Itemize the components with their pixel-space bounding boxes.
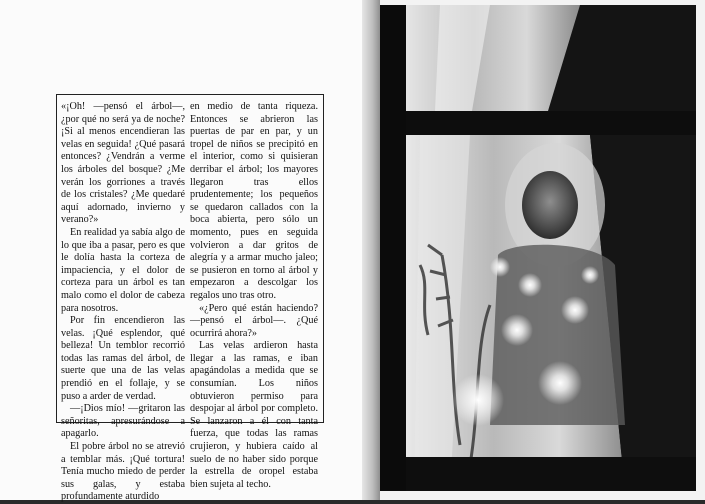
paragraph: El pobre árbol no se atrevió a temblar más. ¡Qué tortura! Tenía mucho miedo de perder sus galas, y estaba profundamente aturdido (61, 441, 185, 503)
candle-glow (538, 361, 582, 405)
book-gutter (362, 0, 380, 500)
paragraph: Las velas ardieron hasta llegar a las ramas, e iban apagándolas a medida que se consumían. Los niños obtuvieron permiso para despojar al árbol por completo. Se lanzaron a él con tanta fuerza, que todas las ramas crujieron, y hubiera caído al suelo de no haber sido porque la estrella de oropel estaba bien sujeta al techo. (190, 340, 318, 490)
paragraph: «¡Oh! —pensó el árbol—, ¿por qué no será ya de noche? ¡Si al menos encendieran las velas en seguida! ¿Qué pasará entonces? ¿Vendrán a verme los árboles del bosque? ¿Me verán los gorriones a través de los cristales? ¿Me quedaré aquí adornado, invierno y verano?» (61, 101, 185, 226)
paragraph: —¡Dios mío! —gritaron las señoritas, apresurándose a apagarlo. (61, 403, 185, 440)
candle-glow (501, 314, 533, 346)
window-child-candles-image (380, 5, 696, 491)
candle-glow (518, 273, 542, 297)
window-sill (406, 457, 696, 491)
candle-glow (490, 257, 510, 277)
paragraph: «¿Pero qué están haciendo? —pensó el árbol—. ¿Qué ocurrirá ahora?» (190, 302, 318, 339)
window-frame-left (380, 5, 406, 491)
candle-glow (581, 266, 599, 284)
paragraph: En realidad ya sabía algo de lo que iba a pasar, pero es que le dolía hasta la corteza de impaciencia, y el dolor de corteza para un árbol es tan malo como el dolor de cabeza para nosotros. (61, 226, 185, 314)
text-column-right (190, 101, 318, 491)
paragraph: en medio de tanta riqueza. Entonces se abrieron las puertas de par en par, y un tropel de niños se precipitó en el interior, como si quisieran derribar el árbol; los mayores llegaron tras ellos prudentemente; los pequeños se quedaron callados con la boca abierta, pero sólo un momento, pues en seguida volvieron a dar gritos de alegría y a armar mucho jaleo; se pusieron en torno al árbol y empezaron a descolgar los regalos uno tras otro. (190, 101, 318, 301)
window-frame-bar (380, 111, 696, 135)
candle-glow (561, 296, 589, 324)
candle-glow (452, 374, 504, 426)
child-face (522, 171, 578, 239)
illustration-photo (380, 5, 696, 491)
paragraph: Por fin encendieron las velas. ¡Qué esplendor, qué belleza! Un temblor recorrió todas las ramas del árbol, de suerte que una de las velas prendió en el follaje, y se puso a arder de verdad. (61, 315, 185, 402)
text-column-left (61, 101, 185, 504)
